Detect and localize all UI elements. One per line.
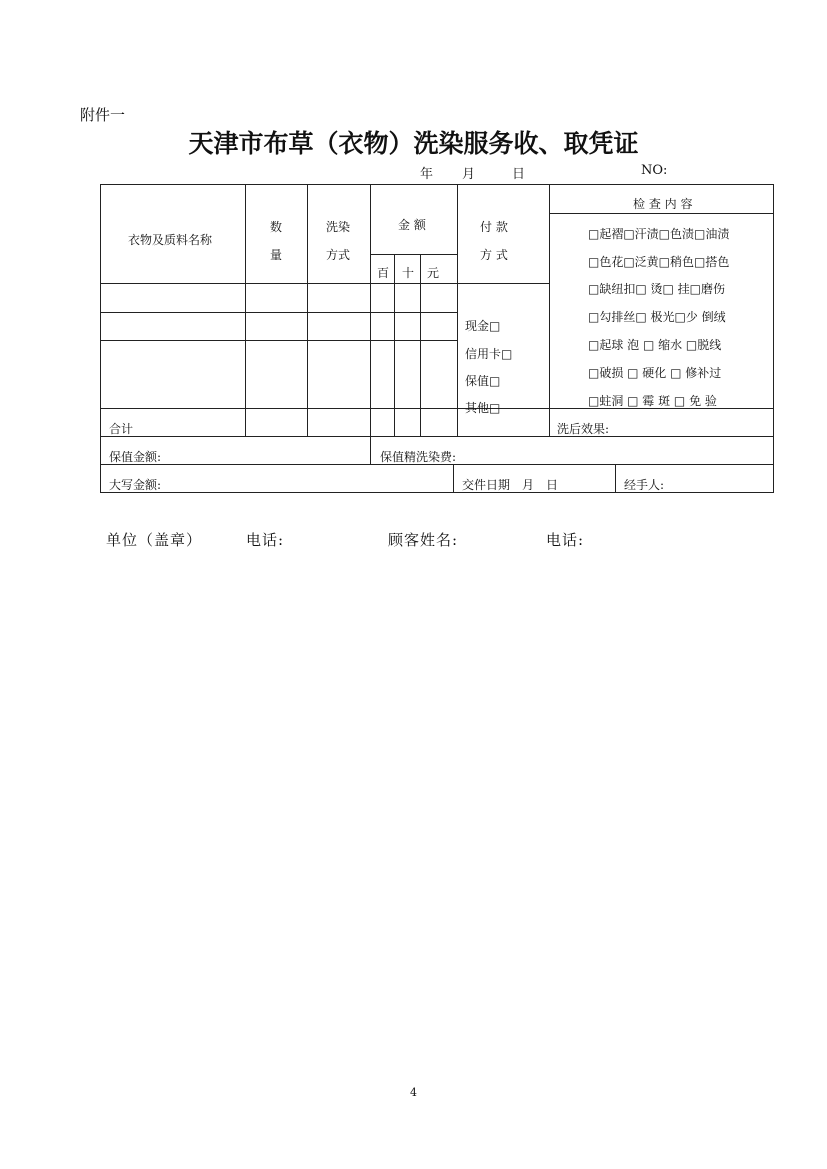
page-number: 4 [410, 1086, 417, 1099]
inspection-line: □勾排丝□ 极光□少 倒绒 [588, 310, 726, 324]
inspection-line: □起球 泡 □ 缩水 □脱线 [588, 338, 722, 352]
inspection-line: □起褶□汗渍□色渍□油渍 [588, 227, 730, 241]
inspection-line: □缺纽扣□ 烫□ 挂□磨伤 [588, 282, 725, 296]
header-item-name: 衣物及质料名称 [128, 233, 213, 247]
header-yuan: 元 [427, 266, 440, 280]
inspection-line: □色花□泛黄□稍色□搭色 [588, 255, 730, 269]
header-tens: 十 [402, 266, 415, 280]
capital-amount-label: 大写金额: [109, 478, 162, 492]
header-payment-bottom: 方 式 [480, 248, 508, 262]
after-wash-label: 洗后效果: [557, 422, 610, 436]
date-month: 月 [462, 167, 476, 182]
header-payment-top: 付 款 [480, 220, 508, 234]
footer-phone-2: 电话: [546, 531, 585, 549]
payment-cash: 现金□ [465, 319, 501, 333]
inspection-line: □蛀洞 □ 霉 斑 □ 免 验 [588, 394, 717, 408]
payment-other: 其他□ [465, 401, 501, 415]
total-label: 合计 [109, 422, 134, 436]
attachment-label: 附件一 [80, 106, 126, 124]
receipt-table [100, 184, 774, 493]
payment-insured: 保值□ [465, 374, 501, 388]
header-quantity-bottom: 量 [270, 248, 283, 262]
delivery-date-label: 交件日期 月 日 [462, 478, 559, 492]
header-quantity-top: 数 [270, 220, 283, 234]
header-hundreds: 百 [377, 266, 390, 280]
header-wash-bottom: 方式 [326, 248, 351, 262]
footer-unit: 单位（盖章） [106, 531, 203, 549]
date-year: 年 [420, 167, 434, 182]
footer-phone-1: 电话: [246, 531, 285, 549]
receipt-number-label: NO: [641, 163, 668, 178]
payment-credit-card: 信用卡□ [465, 347, 513, 361]
header-wash-top: 洗染 [326, 220, 351, 234]
insured-fee-label: 保值精洗染费: [380, 450, 457, 464]
header-amount: 金 额 [398, 218, 426, 232]
inspection-line: □破损 □ 硬化 □ 修补过 [588, 366, 722, 380]
insured-amount-label: 保值金额: [109, 450, 162, 464]
date-day: 日 [512, 167, 526, 182]
document-title: 天津市布草（衣物）洗染服务收、取凭证 [188, 129, 639, 158]
handler-label: 经手人: [624, 478, 665, 492]
footer-customer-name: 顾客姓名: [388, 531, 459, 549]
header-inspection: 检 查 内 容 [633, 197, 693, 211]
